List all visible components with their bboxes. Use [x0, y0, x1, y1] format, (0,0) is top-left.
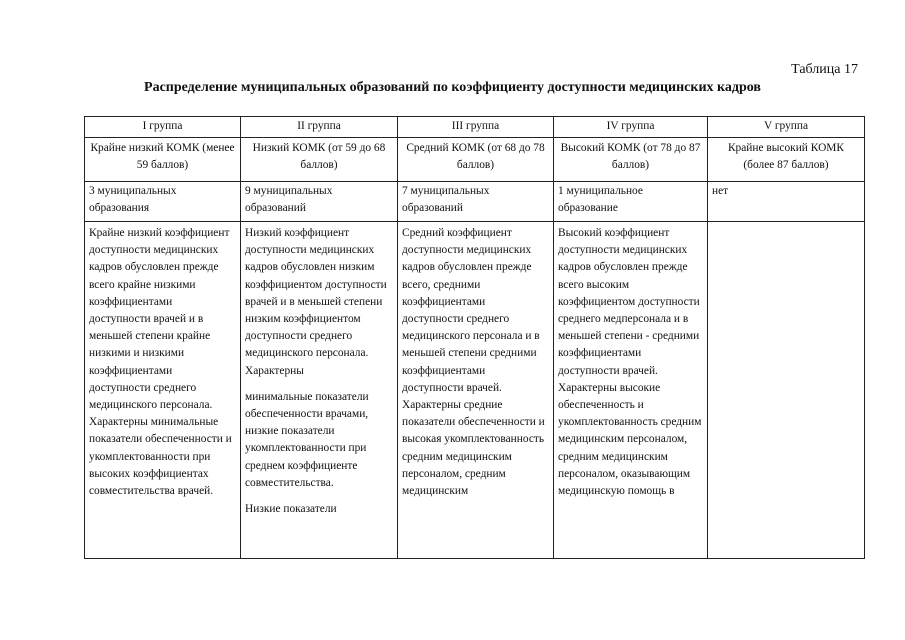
description-text: Средний коэффициент доступности медицинских кадров обусловлен прежде всего, средними коэффициентами доступности среднего медицинского персонала и в меньшей степени средними коэффициентами доступности врачей. Характерны средние показатели обеспеченности и высокая укомплектованность средним медицинским персоналом, средним медицинским — [402, 227, 545, 498]
distribution-table — [84, 116, 865, 559]
count-cell-1: 3 муниципальных образования — [85, 182, 241, 222]
description-text-continued: минимальные показатели обеспеченности врачами, низкие показатели укомплектованности при среднем коэффициенте совместительства. — [245, 390, 369, 489]
description-cell-5 — [708, 222, 865, 559]
count-cell-3: 7 муниципальных образований — [398, 182, 554, 222]
count-row — [85, 182, 865, 222]
description-cell-3 — [398, 222, 554, 559]
count-cell-4: 1 муниципальное образование — [554, 182, 708, 222]
count-cell-5: нет — [708, 182, 865, 222]
level-cell-3: Средний КОМК (от 68 до 78 баллов) — [398, 138, 554, 182]
group-cell-1: I группа — [85, 117, 241, 138]
count-cell-2: 9 муниципальных образований — [241, 182, 398, 222]
description-cell-2 — [241, 222, 398, 559]
group-cell-2: II группа — [241, 117, 398, 138]
group-cell-4: IV группа — [554, 117, 708, 138]
level-row — [85, 138, 865, 182]
group-cell-3: III группа — [398, 117, 554, 138]
level-cell-4: Высокий КОМК (от 78 до 87 баллов) — [554, 138, 708, 182]
table-title: Распределение муниципальных образований по коэффициенту доступности медицинских кадров — [144, 80, 761, 95]
level-cell-5: Крайне высокий КОМК (более 87 баллов) — [708, 138, 865, 182]
description-text: Низкий коэффициент доступности медицинских кадров обусловлен низким коэффициентом доступности врачей и в меньшей степени низким коэффициентом доступности среднего медицинского персонала. Характерны — [245, 227, 387, 377]
description-cell-4 — [554, 222, 708, 559]
description-text-tail: Низкие показатели — [245, 503, 337, 516]
description-row — [85, 222, 865, 559]
description-text: Высокий коэффициент доступности медицинских кадров обусловлен прежде всего высоким коэффициентом доступности среднего медперсонала и в меньшей степени - средними коэффициентами доступности врачей. Характерны высокие обеспеченность и укомплектованность средним медицинским персоналом, средним медицинским персоналом, оказывающим медицинскую помощь в — [558, 227, 702, 498]
group-cell-5: V группа — [708, 117, 865, 138]
level-cell-1: Крайне низкий КОМК (менее 59 баллов) — [85, 138, 241, 182]
description-cell-1 — [85, 222, 241, 559]
table-label: Таблица 17 — [791, 62, 858, 77]
level-cell-2: Низкий КОМК (от 59 до 68 баллов) — [241, 138, 398, 182]
description-text: Крайне низкий коэффициент доступности медицинских кадров обусловлен прежде всего крайне низкими коэффициентами доступности врачей и в меньшей степени крайне низкими и низкими коэффициентами доступности среднего медицинского персонала. Характерны минимальные показатели обеспеченности и укомплектованности при высоких коэффициентах совместительства врачей. — [89, 227, 232, 498]
group-header-row — [85, 117, 865, 138]
